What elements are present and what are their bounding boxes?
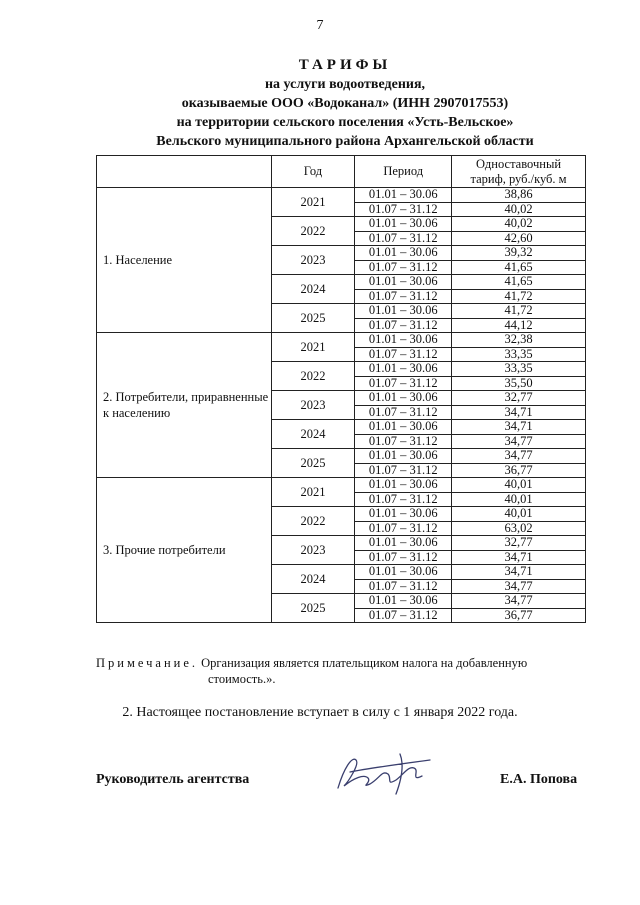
year-cell: 2022	[271, 362, 355, 391]
year-cell: 2023	[271, 536, 355, 565]
category-cell: 2. Потребители, приравненные к населению	[97, 333, 272, 478]
tariff-value-cell: 34,71	[452, 565, 586, 580]
effective-date-clause: 2. Настоящее постановление вступает в силу с 1 января 2022 года.	[122, 705, 518, 720]
period-cell: 01.01 – 30.06	[355, 275, 452, 290]
period-cell: 01.01 – 30.06	[355, 304, 452, 319]
year-cell: 2021	[271, 188, 355, 217]
note-continuation: стоимость.».	[208, 672, 276, 686]
title-line-4: на территории сельского поселения «Усть-Вельское»	[176, 115, 514, 130]
period-cell: 01.07 – 31.12	[355, 202, 452, 217]
tariff-value-cell: 32,77	[452, 391, 586, 406]
tariff-value-cell: 34,77	[452, 579, 586, 594]
tariff-value-cell: 40,01	[452, 478, 586, 493]
tariff-value-cell: 36,77	[452, 463, 586, 478]
table-header-row	[97, 156, 586, 188]
period-cell: 01.07 – 31.12	[355, 579, 452, 594]
tariff-value-cell: 34,77	[452, 449, 586, 464]
tariff-value-cell: 63,02	[452, 521, 586, 536]
period-cell: 01.01 – 30.06	[355, 507, 452, 522]
tariff-value-cell: 34,71	[452, 405, 586, 420]
category-cell: 3. Прочие потребители	[97, 478, 272, 623]
tariff-value-cell: 33,35	[452, 362, 586, 377]
header-category	[97, 156, 272, 188]
period-cell: 01.07 – 31.12	[355, 434, 452, 449]
tariff-value-cell: 40,02	[452, 217, 586, 232]
tariff-value-cell: 34,71	[452, 420, 586, 435]
tariff-value-cell: 35,50	[452, 376, 586, 391]
tariff-value-cell: 36,77	[452, 608, 586, 623]
title-line-2: на услуги водоотведения,	[264, 77, 426, 92]
tariff-value-cell: 41,65	[452, 260, 586, 275]
header-period: Период	[355, 156, 452, 188]
note-label: Примечание.	[96, 656, 199, 670]
period-cell: 01.07 – 31.12	[355, 608, 452, 623]
header-year: Год	[271, 156, 355, 188]
year-cell: 2021	[271, 333, 355, 362]
period-cell: 01.01 – 30.06	[355, 188, 452, 203]
period-cell: 01.01 – 30.06	[355, 449, 452, 464]
year-cell: 2025	[271, 449, 355, 478]
period-cell: 01.07 – 31.12	[355, 318, 452, 333]
title-line-3: оказываемые ООО «Водоканал» (ИНН 2907017553)	[181, 96, 509, 111]
table-row	[97, 188, 586, 203]
period-cell: 01.01 – 30.06	[355, 391, 452, 406]
period-cell: 01.01 – 30.06	[355, 217, 452, 232]
tariff-value-cell: 32,77	[452, 536, 586, 551]
period-cell: 01.01 – 30.06	[355, 565, 452, 580]
year-cell: 2021	[271, 478, 355, 507]
signatory-name: Е.А. Попова	[500, 772, 578, 787]
period-cell: 01.01 – 30.06	[355, 478, 452, 493]
period-cell: 01.01 – 30.06	[355, 362, 452, 377]
title-line-5: Вельского муниципального района Архангельской области	[156, 134, 534, 149]
period-cell: 01.07 – 31.12	[355, 231, 452, 246]
tariff-value-cell: 34,77	[452, 594, 586, 609]
tariff-value-cell: 39,32	[452, 246, 586, 261]
period-cell: 01.01 – 30.06	[355, 594, 452, 609]
year-cell: 2025	[271, 594, 355, 623]
period-cell: 01.01 – 30.06	[355, 420, 452, 435]
tariff-value-cell: 40,02	[452, 202, 586, 217]
year-cell: 2025	[271, 304, 355, 333]
tariff-table	[96, 155, 586, 623]
period-cell: 01.07 – 31.12	[355, 492, 452, 507]
table-row	[97, 478, 586, 493]
period-cell: 01.07 – 31.12	[355, 289, 452, 304]
header-tariff: Одноставочный тариф, руб./куб. м	[452, 156, 586, 188]
table-row	[97, 333, 586, 348]
year-cell: 2022	[271, 507, 355, 536]
tariff-value-cell: 41,72	[452, 289, 586, 304]
category-cell: 1. Население	[97, 188, 272, 333]
year-cell: 2024	[271, 565, 355, 594]
document-title	[90, 56, 600, 151]
page-number: 7	[316, 18, 324, 33]
period-cell: 01.01 – 30.06	[355, 333, 452, 348]
period-cell: 01.07 – 31.12	[355, 521, 452, 536]
tariff-value-cell: 34,77	[452, 434, 586, 449]
handwritten-signature	[330, 748, 440, 798]
tariff-value-cell: 32,38	[452, 333, 586, 348]
title-line-1: ТАРИФЫ	[298, 57, 392, 73]
period-cell: 01.07 – 31.12	[355, 463, 452, 478]
tariff-value-cell: 41,72	[452, 304, 586, 319]
period-cell: 01.07 – 31.12	[355, 405, 452, 420]
year-cell: 2023	[271, 246, 355, 275]
period-cell: 01.07 – 31.12	[355, 550, 452, 565]
year-cell: 2023	[271, 391, 355, 420]
period-cell: 01.07 – 31.12	[355, 260, 452, 275]
period-cell: 01.01 – 30.06	[355, 536, 452, 551]
note-text: Организация является плательщиком налога на добавленную	[201, 656, 528, 670]
period-cell: 01.07 – 31.12	[355, 347, 452, 362]
tariff-table-body	[97, 188, 586, 623]
year-cell: 2024	[271, 275, 355, 304]
tariff-value-cell: 38,86	[452, 188, 586, 203]
tariff-value-cell: 34,71	[452, 550, 586, 565]
note	[96, 655, 586, 687]
tariff-value-cell: 42,60	[452, 231, 586, 246]
year-cell: 2022	[271, 217, 355, 246]
year-cell: 2024	[271, 420, 355, 449]
tariff-value-cell: 41,65	[452, 275, 586, 290]
tariff-value-cell: 44,12	[452, 318, 586, 333]
tariff-value-cell: 33,35	[452, 347, 586, 362]
period-cell: 01.07 – 31.12	[355, 376, 452, 391]
period-cell: 01.01 – 30.06	[355, 246, 452, 261]
tariff-value-cell: 40,01	[452, 492, 586, 507]
signatory-role: Руководитель агентства	[96, 772, 250, 787]
tariff-value-cell: 40,01	[452, 507, 586, 522]
